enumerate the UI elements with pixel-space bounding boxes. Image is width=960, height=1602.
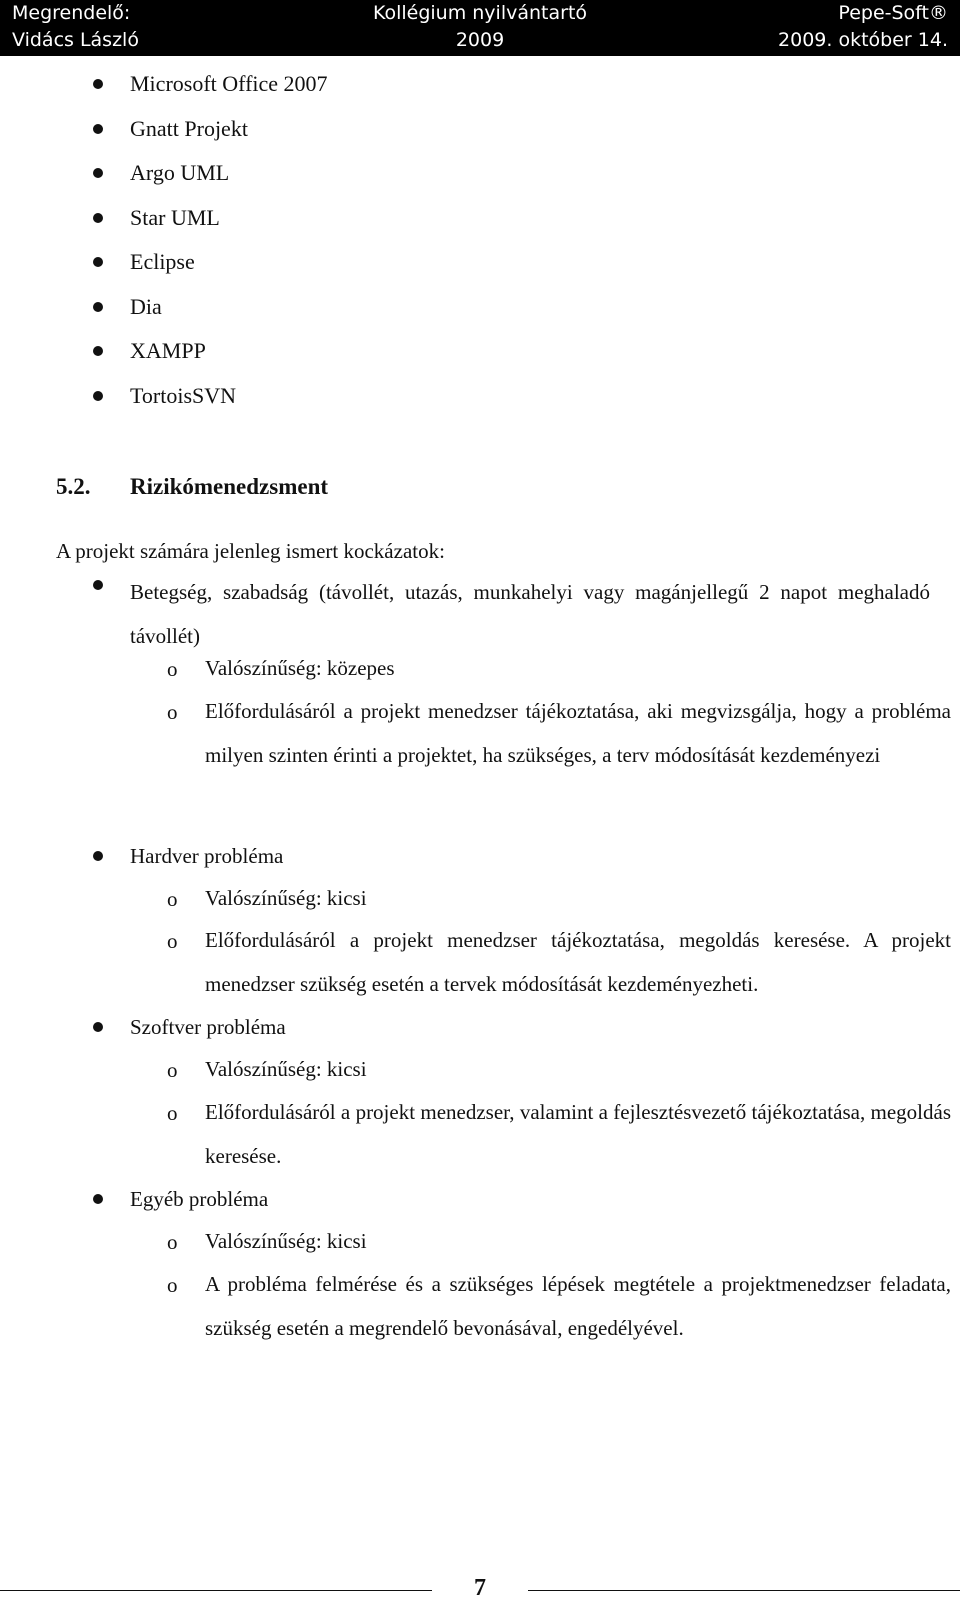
document-header — [0, 0, 960, 56]
bullet-icon — [93, 580, 103, 590]
tool-name: Eclipse — [130, 249, 195, 274]
risk-title: Szoftver probléma — [130, 1015, 286, 1039]
sub-bullet-icon: o — [167, 929, 178, 953]
list-item — [0, 240, 960, 285]
risk-probability: Valószínűség: kicsi — [205, 1057, 367, 1081]
section-title: Rizikómenedzsment — [130, 474, 329, 499]
header-client — [12, 0, 139, 54]
sub-bullet-icon: o — [167, 887, 178, 911]
bullet-icon — [93, 213, 103, 223]
risk-title: Egyéb probléma — [130, 1187, 269, 1211]
list-item — [0, 196, 960, 241]
bullet-icon — [93, 124, 103, 134]
footer-rule-right — [528, 1590, 960, 1591]
header-project-title: Kollégium nyilvántartó — [372, 2, 588, 24]
sub-bullet-icon: o — [167, 657, 178, 681]
risk-handling: A probléma felmérése és a szükséges lépések megtétele a projektmenedzser feladata, szükség esetén a megrendelő bevonásával, engedélyével. — [205, 1272, 951, 1340]
bullet-icon — [93, 346, 103, 356]
tool-name: Microsoft Office 2007 — [130, 71, 328, 96]
sub-bullet-icon: o — [167, 700, 178, 724]
list-item — [0, 107, 960, 152]
sub-bullet-icon: o — [167, 1101, 178, 1125]
risk-probability: Valószínűség: közepes — [205, 656, 395, 680]
sub-bullet-icon: o — [167, 1058, 178, 1082]
header-project-year: 2009 — [455, 29, 505, 51]
tool-name: Dia — [130, 293, 162, 319]
tool-name: XAMPP — [130, 338, 206, 363]
list-item — [0, 62, 960, 107]
list-item — [0, 374, 960, 419]
bullet-icon — [93, 302, 103, 312]
list-item — [0, 151, 960, 196]
bullet-icon — [93, 257, 103, 267]
tool-name: Gnatt Projekt — [130, 115, 248, 141]
risk-probability: Valószínűség: kicsi — [205, 1229, 367, 1253]
tools-list — [0, 62, 960, 418]
header-company-name: Pepe-Soft® — [838, 2, 948, 24]
list-item — [0, 285, 960, 330]
header-client-label: Megrendelő: — [12, 2, 131, 24]
section-number: 5.2. — [56, 474, 91, 499]
risk-title: Betegség, szabadság (távollét, utazás, munkahelyi vagy magánjellegű 2 napot meghaladó távollét) — [130, 580, 930, 648]
section-intro: A projekt számára jelenleg ismert kockázatok: — [56, 539, 445, 563]
header-company — [778, 0, 948, 54]
page-number: 7 — [474, 1575, 486, 1601]
footer-rule-left — [0, 1590, 432, 1591]
bullet-icon — [93, 168, 103, 178]
risk-handling: Előfordulásáról a projekt menedzser, valamint a fejlesztésvezető tájékoztatása, megoldás keresése. — [205, 1100, 951, 1168]
risk-handling: Előfordulásáról a projekt menedzser tájékoztatása, aki megvizsgálja, hogy a probléma milyen szinten érinti a projektet, ha szükséges, a terv módosítását kezdeményezi — [205, 699, 951, 767]
tool-name: Argo UML — [130, 160, 230, 185]
risk-handling: Előfordulásáról a projekt menedzser tájékoztatása, megoldás keresése. A projekt menedzser szükség esetén a tervek módosítását kezdeményezheti. — [205, 928, 951, 996]
risk-title: Hardver probléma — [130, 844, 284, 868]
bullet-icon — [93, 1022, 103, 1032]
tool-name: Star UML — [130, 204, 220, 230]
bullet-icon — [93, 851, 103, 861]
sub-bullet-icon: o — [167, 1230, 178, 1254]
bullet-icon — [93, 391, 103, 401]
section-heading — [56, 472, 328, 502]
bullet-icon — [93, 1194, 103, 1204]
tool-name: TortoisSVN — [130, 382, 237, 408]
bullet-icon — [93, 79, 103, 89]
sub-bullet-icon: o — [167, 1273, 178, 1297]
header-date: 2009. október 14. — [778, 29, 948, 51]
header-project — [360, 0, 600, 54]
list-item — [0, 329, 960, 374]
header-client-name: Vidács László — [12, 29, 139, 51]
risk-probability: Valószínűség: kicsi — [205, 886, 367, 910]
